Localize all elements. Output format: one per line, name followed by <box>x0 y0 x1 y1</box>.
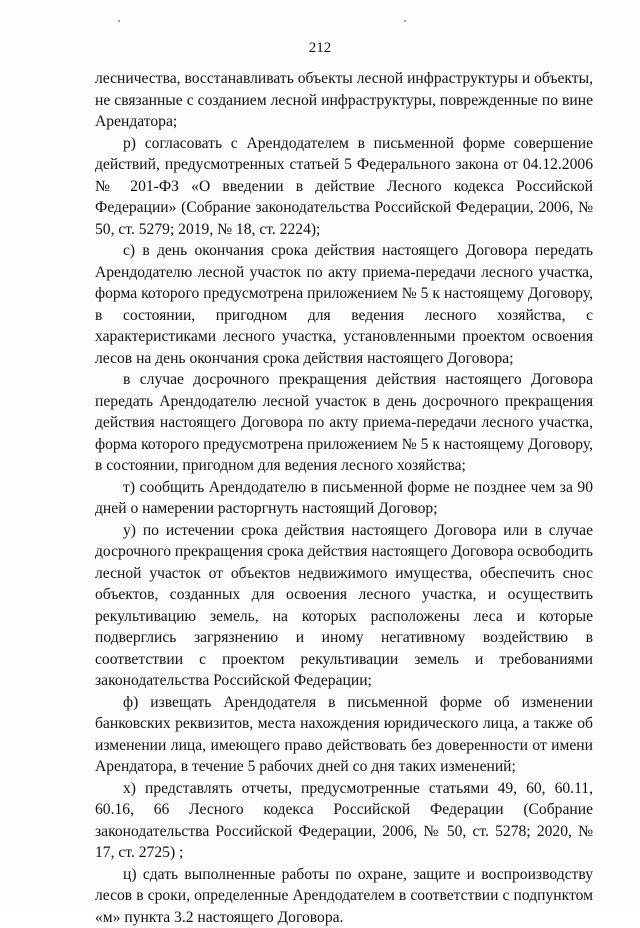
paragraph-item-t: т) сообщить Арендодателю в письменной форме не позднее чем за 90 дней о намерении расторгнуть настоящий Договор; <box>95 477 593 520</box>
paragraph-item-s: с) в день окончания срока действия настоящего Договора передать Арендодателю лесной участок по акту приема-передачи лесного участка, форма которого предусмотрена приложением № 5 к настоящему Договору, в состоянии, пригодном для ведения лесного хозяйства, с характеристиками лесного участка, установленными проектом освоения лесов на день окончания срока действия настоящего Договора; <box>95 240 593 369</box>
paragraph-item-u: у) по истечении срока действия настоящего Договора или в случае досрочного прекращения срока действия настоящего Договора освободить лесной участок от объектов недвижимого имущества, обеспечить снос объектов, созданных для освоения лесного участка, и осуществить рекультивацию земель, на которых расположены леса и которые подверглись загрязнению и иному негативному воздействию в соответствии с проектом рекультивации земель и требованиями законодательства Российской Федерации; <box>95 520 593 692</box>
paragraph-item-r: р) согласовать с Арендодателем в письменной форме совершение действий, предусмотренных статьей 5 Федерального закона от 04.12.2006 № 201-ФЗ «О введении в действие Лесного кодекса Российской Федерации» (Собрание законодательства Российской Федерации, 2006, № 50, ст. 5279; 2019, № 18, ст. 2224); <box>95 133 593 241</box>
paragraph-item-f: ф) извещать Арендодателя в письменной форме об изменении банковских реквизитов, места нахождения юридического лица, а также об изменении лица, имеющего право действовать без доверенности от имени Арендатора, в течение 5 рабочих дней со дня таких изменений; <box>95 692 593 778</box>
scan-speck <box>118 20 120 22</box>
paragraph-early-termination: в случае досрочного прекращения действия настоящего Договора передать Арендодателю лесной участок в день досрочного прекращения действия настоящего Договора по акту приема-передачи лесного участка, форма которого предусмотрена приложением № 5 к настоящему Договору, в состоянии, пригодном для ведения лесного хозяйства; <box>95 369 593 477</box>
paragraph-item-kh: х) представлять отчеты, предусмотренные статьями 49, 60, 60.11, 60.16, 66 Лесного кодекса Российской Федерации (Собрание законодательства Российской Федерации, 2006, № 50, ст. 5278; 2020, № 17, ст. 2725) ; <box>95 778 593 864</box>
paragraph-continuation: лесничества, восстанавливать объекты лесной инфраструктуры и объекты, не связанные с созданием лесной инфраструктуры, поврежденные по вине Арендатора; <box>95 68 593 133</box>
paragraph-item-ts: ц) сдать выполненные работы по охране, защите и воспроизводству лесов в сроки, определенные Арендодателем в соответствии с подпунктом «м» пункта 3.2 настоящего Договора. <box>95 864 593 928</box>
scan-speck <box>404 20 406 22</box>
document-body <box>95 68 593 928</box>
page-number: 212 <box>0 40 640 57</box>
